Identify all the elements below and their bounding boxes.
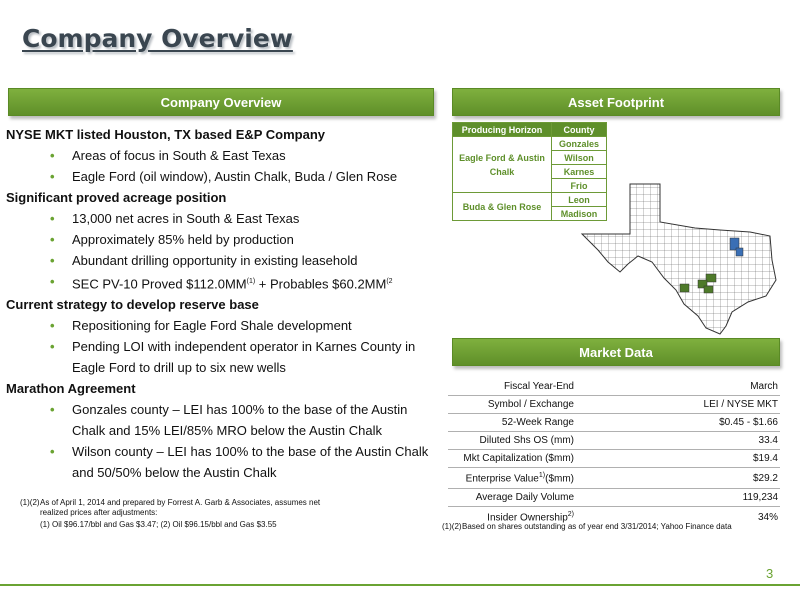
- bullet-icon: •: [50, 148, 55, 163]
- company-overview-header: Company Overview: [8, 88, 434, 116]
- bullet-icon: •: [50, 232, 55, 247]
- overview-bullet: • Wilson county – LEI has 100% to the base of the Austin Chalk and 50/50% below the Austin Chalk: [6, 441, 442, 483]
- bullet-icon: •: [50, 253, 55, 268]
- overview-bullet: • Pending LOI with independent operator in Karnes County in Eagle Ford to drill up to six new wells: [6, 336, 442, 378]
- county-gonzales: [706, 274, 716, 282]
- page-title: Company Overview: [22, 24, 293, 53]
- market-row: 52-Week Range $0.45 - $1.66: [448, 413, 780, 431]
- overview-bullet: • Abundant drilling opportunity in existing leasehold: [6, 250, 442, 271]
- footnote-mark-left: (1)(2): [20, 498, 40, 507]
- overview-heading-strategy: Current strategy to develop reserve base: [6, 297, 259, 313]
- asset-footprint-header: Asset Footprint: [452, 88, 780, 116]
- county-cell: Leon: [552, 193, 607, 207]
- bullet-icon: •: [50, 444, 55, 460]
- overview-bullet: • SEC PV-10 Proved $\$112.0MM^{(1)}$ + Probables $60.2MM$^{(2}$: [6, 271, 442, 294]
- market-row: Insider Ownership$^{2)}$ 34%: [448, 506, 780, 527]
- county-cell: Wilson: [552, 151, 607, 165]
- county-grid: [580, 180, 780, 335]
- overview-bullet: • Repositioning for Eagle Ford Shale development: [6, 315, 442, 336]
- footnote-left: As of April 1, 2014 and prepared by Forrest A. Garb & Associates, assumes net realized prices after adjustments: (1) Oil $96.17/bbl and Gas $3.47; (2) Oil $96.15/bbl and Gas $3.55: [40, 498, 321, 529]
- bottom-divider: [0, 584, 800, 586]
- market-row: Fiscal Year-End March: [503, 381, 778, 392]
- bullet-icon: •: [50, 402, 55, 418]
- footnote-mark-right: (1)(2): [442, 522, 462, 531]
- bullet-icon: •: [50, 318, 55, 334]
- market-row: Enterprise Value$^{1)}$($mm) $29.2: [448, 467, 780, 488]
- county-cell: Karnes: [552, 165, 607, 179]
- county-cell: Frio: [552, 179, 607, 193]
- county-frio: [680, 284, 689, 292]
- overview-heading-marathon: Marathon Agreement: [6, 381, 136, 397]
- county-madison: [736, 248, 743, 256]
- overview-heading-acreage: Significant proved acreage position: [6, 190, 227, 205]
- bullet-icon: •: [50, 339, 55, 355]
- asset-horizon-buda: Buda & Glen Rose: [453, 193, 552, 221]
- bullet-icon: •: [50, 169, 55, 184]
- overview-bullet: • Areas of focus in South & East Texas: [6, 145, 442, 166]
- asset-table-header-horizon: Producing Horizon: [453, 123, 552, 137]
- overview-text: [6, 124, 442, 483]
- texas-map: [580, 180, 780, 335]
- bullet-icon: •: [50, 211, 55, 226]
- market-row: Average Daily Volume 119,234: [448, 488, 780, 506]
- market-data-header: Market Data: [452, 338, 780, 366]
- overview-bullet: • 13,000 net acres in South & East Texas: [6, 208, 442, 229]
- market-row: Symbol / Exchange LEI / NYSE MKT: [448, 395, 780, 413]
- county-cell: Gonzales: [552, 137, 607, 151]
- market-row: Diluted Shs OS (mm) 33.4: [448, 431, 780, 449]
- bullet-icon: •: [50, 274, 55, 289]
- page-number: 3: [766, 566, 774, 581]
- county-cell: Madison: [552, 207, 607, 221]
- market-row: Mkt Capitalization ($mm) $19.4: [448, 449, 780, 467]
- market-data-table: [448, 378, 780, 527]
- asset-table-header-county: County: [552, 123, 607, 137]
- overview-bullet: • Approximately 85% held by production: [6, 229, 442, 250]
- footnote-right: Based on shares outstanding as of year end 3/31/2014; Yahoo Finance data: [462, 522, 732, 531]
- asset-horizon-eagle-ford: Eagle Ford & Austin Chalk: [453, 137, 552, 193]
- overview-heading-listing: NYSE MKT listed Houston, TX based E&P Company: [6, 127, 326, 142]
- overview-bullet: • Gonzales county – LEI has 100% to the base of the Austin Chalk and 15% LEI/85% MRO below the Austin Chalk: [6, 399, 442, 441]
- county-karnes: [704, 286, 713, 293]
- overview-bullet: • Eagle Ford (oil window), Austin Chalk, Buda / Glen Rose: [6, 166, 442, 187]
